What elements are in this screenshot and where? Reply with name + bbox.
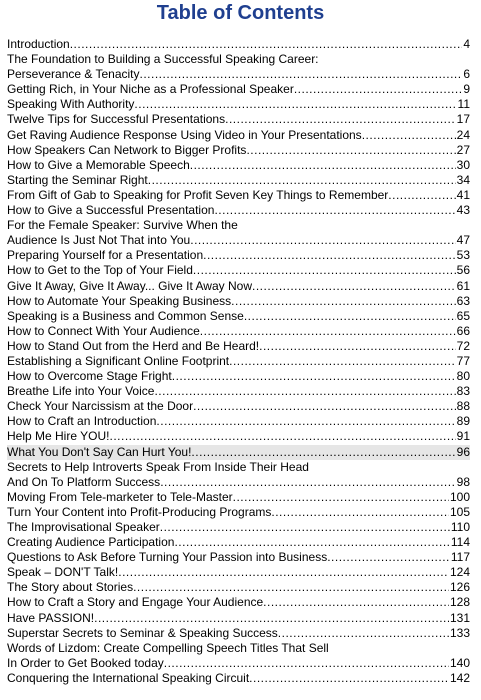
page-number: 6 — [463, 67, 470, 82]
toc-entry-line — [7, 309, 470, 324]
page-number: 140 — [449, 655, 470, 670]
dot-leader — [148, 173, 456, 188]
page-number: 83 — [456, 384, 470, 399]
dot-leader — [164, 656, 449, 671]
toc-entry-title: Preparing Yourself for a Presentation — [7, 248, 204, 263]
toc-entry-title: Establishing a Significant Online Footprint — [7, 353, 230, 368]
toc-entry[interactable] — [7, 399, 470, 414]
toc-entry-line — [7, 37, 470, 52]
page-number: 63 — [456, 293, 470, 308]
toc-entry-line — [7, 67, 470, 82]
dot-leader — [109, 429, 455, 444]
toc-entry[interactable] — [7, 339, 470, 354]
page-number: 24 — [456, 127, 470, 142]
toc-entry-line — [7, 218, 470, 233]
toc-entry[interactable] — [7, 490, 470, 505]
toc-entry-title: How to Give a Memorable Speech — [7, 157, 190, 172]
dot-leader — [190, 158, 456, 173]
toc-entry-title: How to Overcome Stage Fright — [7, 369, 172, 384]
page-number: 72 — [456, 338, 470, 353]
toc-entry-title: Have PASSION! — [7, 610, 95, 625]
toc-entry-title: Secrets to Help Introverts Speak From Inside Their Head — [7, 459, 309, 474]
dot-leader — [271, 505, 449, 520]
toc-entry[interactable] — [7, 520, 470, 535]
toc-entry[interactable] — [7, 626, 470, 641]
toc-entry-title: How to Craft an Introduction — [7, 414, 157, 429]
toc-entry[interactable] — [7, 595, 470, 610]
dot-leader — [118, 565, 449, 580]
toc-entry-title: Questions to Ask Before Turning Your Passion into Business — [7, 550, 328, 565]
toc-entry-title: Perseverance & Tenacity — [7, 67, 140, 82]
page-number: 89 — [456, 414, 470, 429]
page-number: 27 — [456, 142, 470, 157]
toc-entry-line — [7, 279, 470, 294]
toc-entry[interactable] — [7, 535, 470, 550]
dot-leader — [214, 203, 455, 218]
dot-leader — [244, 309, 456, 324]
page-number: 30 — [456, 157, 470, 172]
toc-entry-title: In Order to Get Booked today — [7, 655, 164, 670]
toc-entry-line — [7, 445, 470, 460]
toc-entry[interactable] — [7, 97, 470, 112]
toc-entry-title: Give It Away, Give It Away... Give It Away Now — [7, 278, 252, 293]
toc-entry-title: Twelve Tips for Successful Presentations — [7, 112, 226, 127]
toc-entry-line — [7, 414, 470, 429]
toc-entry[interactable] — [7, 143, 470, 158]
dot-leader — [70, 37, 463, 52]
page-number: 117 — [450, 550, 470, 565]
toc-entry-line — [7, 550, 470, 565]
toc-entry-line — [7, 656, 470, 671]
toc-entry[interactable] — [7, 294, 470, 309]
toc-entry-line — [7, 490, 470, 505]
toc-entry-title: Creating Audience Participation — [7, 535, 175, 550]
page-number: 91 — [456, 429, 470, 444]
page-number: 128 — [449, 595, 470, 610]
toc-entry[interactable] — [7, 550, 470, 565]
page-number: 56 — [456, 263, 470, 278]
dot-leader — [94, 611, 449, 626]
toc-entry-line — [7, 580, 470, 595]
page-number: 80 — [456, 369, 470, 384]
toc-entry-title: Words of Lizdom: Create Compelling Speech Titles That Sell — [7, 640, 329, 655]
dot-leader — [231, 294, 455, 309]
toc-entry-title: Check Your Narcissism at the Door — [7, 399, 194, 414]
toc-entry-line — [7, 97, 470, 112]
toc-entry-line — [7, 565, 470, 580]
page-number: 4 — [463, 37, 470, 51]
toc-entry-line — [7, 611, 470, 626]
toc-entry-line — [7, 339, 470, 354]
toc-entry-title: Getting Rich, in Your Niche as a Professional Speaker — [7, 82, 294, 97]
page-number: 53 — [456, 248, 470, 263]
dot-leader — [156, 414, 455, 429]
toc-entry-title: What You Don't Say Can Hurt You! — [7, 444, 192, 459]
toc-entry-title: Audience Is Just Not That into You — [7, 233, 191, 248]
toc-entry[interactable] — [7, 414, 470, 429]
toc-entry-title: Conquering the International Speaking Circuit — [7, 670, 250, 685]
page-number: 41 — [456, 187, 470, 202]
page-number: 110 — [450, 520, 470, 534]
dot-leader — [203, 248, 456, 263]
toc-entry-line — [7, 52, 470, 67]
dot-leader — [200, 324, 456, 339]
dot-leader — [362, 128, 456, 143]
dot-leader — [246, 143, 455, 158]
toc-entry-title: How to Stand Out from the Herd and Be Heard! — [7, 338, 260, 353]
toc-entry[interactable] — [7, 354, 470, 369]
toc-entry-line — [7, 535, 470, 550]
page-number: 88 — [456, 399, 470, 414]
toc-entry-title: How to Get to the Top of Your Field — [7, 263, 193, 278]
page-number: 66 — [456, 323, 470, 338]
toc-entry[interactable] — [7, 445, 470, 460]
toc-entry-title: The Foundation to Building a Successful Speaking Career: — [7, 52, 319, 67]
toc-entry[interactable] — [7, 324, 470, 339]
dot-leader — [263, 595, 449, 610]
toc-entry-line — [7, 505, 470, 520]
dot-leader — [388, 188, 455, 203]
toc-entry[interactable] — [7, 460, 470, 490]
toc-entry[interactable] — [7, 309, 470, 324]
toc-entry-line — [7, 595, 470, 610]
dot-leader — [294, 82, 462, 97]
dot-leader — [252, 279, 456, 294]
toc-entry[interactable] — [7, 158, 470, 173]
dot-leader — [249, 671, 449, 686]
toc-entry-line — [7, 233, 470, 248]
toc-entry-title: Starting the Seminar Right — [7, 172, 148, 187]
toc-entry-title: How to Automate Your Speaking Business — [7, 293, 232, 308]
toc-entry-title: Moving From Tele-marketer to Tele-Master — [7, 489, 233, 504]
toc-entry-line — [7, 475, 470, 490]
toc-entry-title: From Gift of Gab to Speaking for Profit Seven Key Things to Remember — [7, 187, 389, 202]
dot-leader — [193, 263, 456, 278]
dot-leader — [174, 535, 449, 550]
toc-entry-title: And On To Platform Success — [7, 474, 161, 489]
dot-leader — [225, 112, 456, 127]
toc-entry-title: How to Connect With Your Audience — [7, 323, 200, 338]
toc-entry-title: Introduction — [7, 37, 70, 51]
toc-entry[interactable] — [7, 279, 470, 294]
toc-entry[interactable] — [7, 248, 470, 263]
page-number: 77 — [456, 353, 470, 368]
toc-entry[interactable] — [7, 263, 470, 278]
dot-leader — [229, 354, 456, 369]
toc-entry-line — [7, 82, 470, 97]
dot-leader — [154, 384, 455, 399]
toc-entry[interactable] — [7, 611, 470, 626]
toc-entry-title: Turn Your Content into Profit-Producing Programs — [7, 504, 272, 519]
toc-entry-line — [7, 354, 470, 369]
toc-entry-line — [7, 188, 470, 203]
dot-leader — [133, 580, 449, 595]
toc-entry-line — [7, 158, 470, 173]
toc-entry-line — [7, 263, 470, 278]
page-number: 114 — [450, 535, 470, 550]
toc-entry-line — [7, 369, 470, 384]
dot-leader — [259, 339, 456, 354]
page-number: 100 — [449, 489, 470, 504]
toc-entry[interactable] — [7, 218, 470, 248]
toc-entry-line — [7, 384, 470, 399]
page-title: Table of Contents — [156, 2, 325, 24]
toc-entry-title: Speaking With Authority — [7, 97, 135, 112]
dot-leader — [191, 445, 455, 460]
toc-entry-title: Get Raving Audience Response Using Video in Your Presentations — [7, 127, 362, 142]
toc-entry-line — [7, 324, 470, 339]
toc-entry[interactable] — [7, 203, 470, 218]
toc-list — [7, 37, 470, 686]
toc-entry-title: The Improvisational Speaker — [7, 520, 160, 534]
toc-entry-line — [7, 248, 470, 263]
toc-entry-title: Help Me Hire YOU! — [7, 429, 110, 444]
page-number: 142 — [449, 670, 470, 685]
page-number: 133 — [449, 625, 470, 640]
toc-entry[interactable] — [7, 52, 470, 82]
toc-entry[interactable] — [7, 188, 470, 203]
page-number: 61 — [456, 278, 470, 293]
page-number: 131 — [449, 610, 470, 625]
toc-entry-title: How to Craft a Story and Engage Your Audience — [7, 595, 264, 610]
page-number: 47 — [456, 233, 470, 248]
page-number: 43 — [456, 203, 470, 218]
toc-entry[interactable] — [7, 369, 470, 384]
toc-entry-title: Breathe Life into Your Voice — [7, 384, 155, 399]
toc-entry-line — [7, 460, 470, 475]
toc-entry[interactable] — [7, 37, 470, 52]
toc-entry-title: Speak – DON'T Talk! — [7, 565, 119, 580]
toc-entry[interactable] — [7, 173, 470, 188]
page-number: 34 — [456, 172, 470, 187]
page-number: 126 — [449, 580, 470, 595]
dot-leader — [327, 550, 450, 565]
page-number: 105 — [449, 504, 470, 519]
dot-leader — [134, 97, 456, 112]
toc-entry[interactable] — [7, 641, 470, 671]
toc-entry-title: The Story about Stories — [7, 580, 134, 595]
toc-entry-line — [7, 128, 470, 143]
toc-entry-line — [7, 112, 470, 127]
page-number: 124 — [449, 565, 470, 580]
page-number: 11 — [457, 97, 470, 112]
dot-leader — [160, 475, 455, 490]
toc-entry-line — [7, 641, 470, 656]
page-number: 65 — [456, 308, 470, 323]
toc-entry-title: Speaking is a Business and Common Sense — [7, 308, 244, 323]
toc-entry[interactable] — [7, 429, 470, 444]
toc-entry-line — [7, 671, 470, 686]
toc-entry[interactable] — [7, 128, 470, 143]
page-number: 17 — [456, 112, 470, 127]
page-number: 96 — [456, 444, 470, 459]
toc-entry-line — [7, 520, 470, 535]
dot-leader — [172, 369, 456, 384]
page-number: 98 — [456, 474, 470, 489]
toc-entry-line — [7, 203, 470, 218]
toc-entry-line — [7, 626, 470, 641]
dot-leader — [160, 520, 450, 535]
page-number: 9 — [463, 82, 470, 97]
toc-entry-line — [7, 399, 470, 414]
toc-entry[interactable] — [7, 384, 470, 399]
toc-entry-line — [7, 429, 470, 444]
toc-entry-line — [7, 173, 470, 188]
dot-leader — [233, 490, 449, 505]
dot-leader — [278, 626, 449, 641]
toc-entry[interactable] — [7, 565, 470, 580]
toc-entry[interactable] — [7, 505, 470, 520]
toc-entry[interactable] — [7, 112, 470, 127]
toc-entry-line — [7, 143, 470, 158]
toc-entry-title: Superstar Secrets to Seminar & Speaking Success — [7, 625, 278, 640]
dot-leader — [140, 67, 463, 82]
dot-leader — [190, 233, 455, 248]
toc-entry-title: How Speakers Can Network to Bigger Profits — [7, 142, 247, 157]
toc-entry-line — [7, 294, 470, 309]
dot-leader — [193, 399, 456, 414]
toc-entry[interactable] — [7, 671, 470, 686]
toc-entry[interactable] — [7, 82, 470, 97]
toc-entry-title: For the Female Speaker: Survive When the — [7, 218, 238, 233]
toc-entry[interactable] — [7, 580, 470, 595]
toc-entry-title: How to Give a Successful Presentation — [7, 203, 215, 218]
